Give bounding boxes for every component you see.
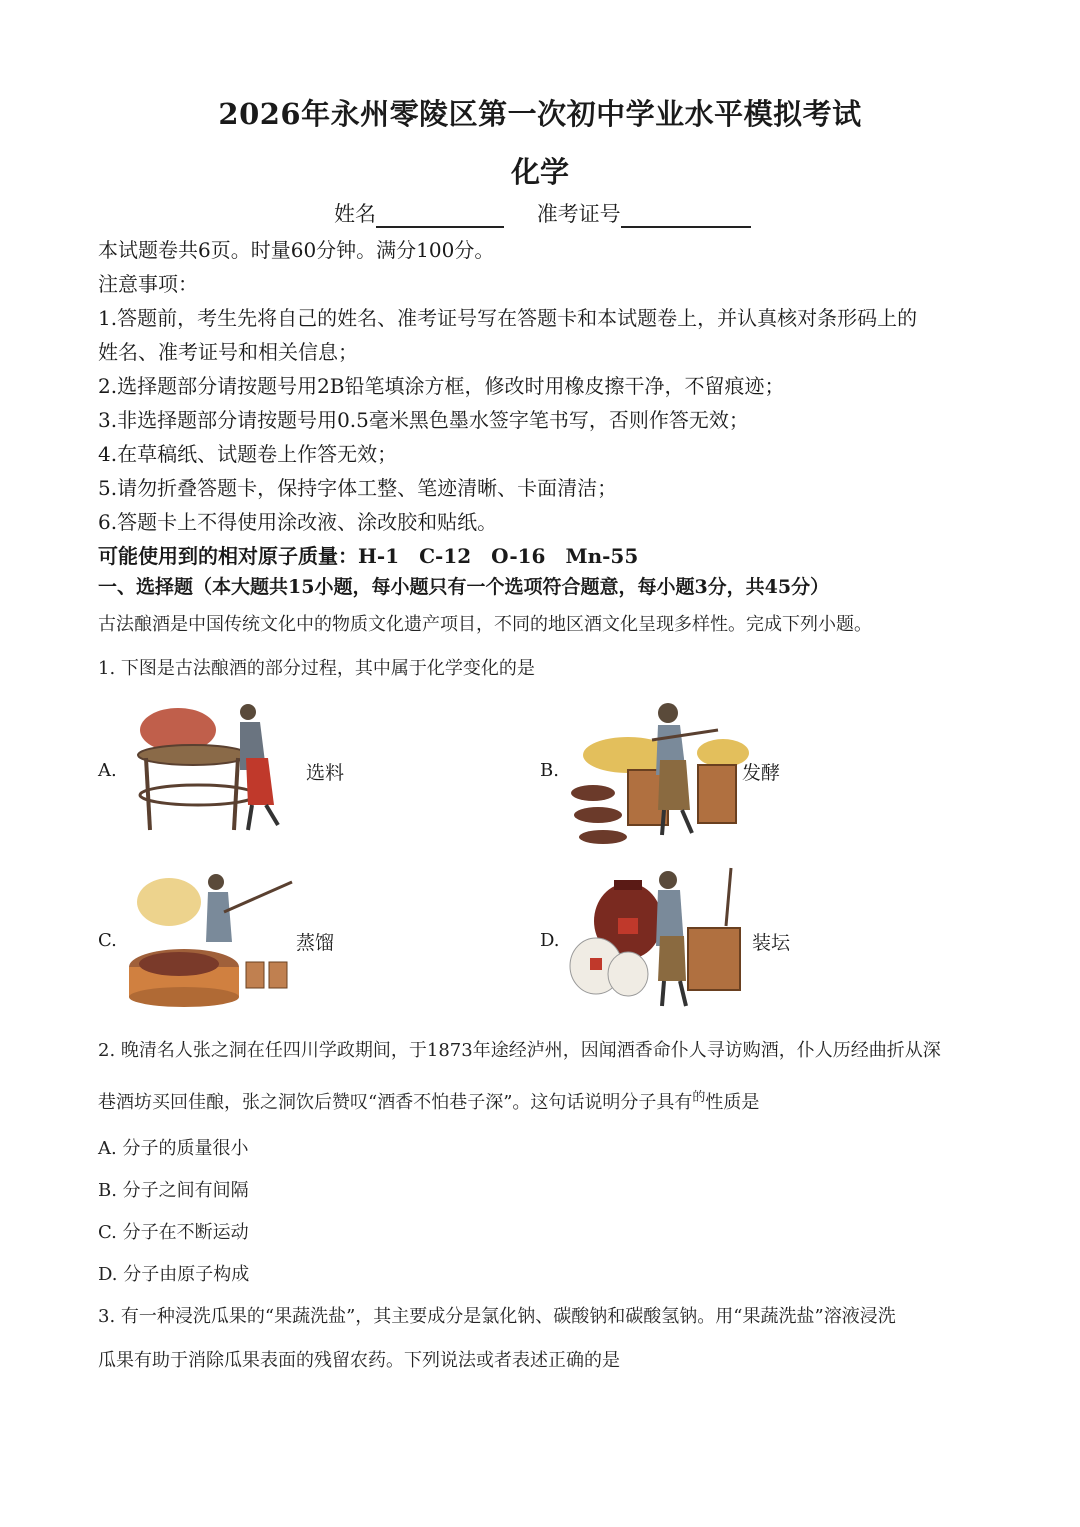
note-5: 5.请勿折叠答题卡，保持字体工整、笔迹清晰、卡面清洁； [98,476,618,500]
name-label: 姓名 [334,202,376,226]
question-2-choice-b: B. 分子之间有间隔 [98,1180,249,1201]
option-b-caption: 发酵 [742,762,781,784]
name-blank [376,204,504,228]
section-heading: 一、选择题（本大题共15小题，每小题只有一个选项符合题意，每小题3分，共45分） [98,576,830,598]
subject-title: 化学 [510,155,569,189]
illustration-bottling [566,866,751,1011]
question-2-stem-part-b: 性质是 [705,1092,760,1113]
question-2-stem-line2 [98,1086,759,1114]
option-d-letter: D. [540,930,560,951]
question-2-stem-sup: 的 [692,1090,706,1105]
note-2: 2.选择题部分请按题号用2B铅笔填涂方框，修改时用橡皮擦干净，不留痕迹； [98,374,785,398]
option-b-letter: B. [540,760,559,781]
question-1-stem: 1. 下图是古法酿酒的部分过程，其中属于化学变化的是 [98,658,535,679]
illustration-distilling [124,872,299,1012]
note-4: 4.在草稿纸、试题卷上作答无效； [98,442,398,466]
context-text: 古法酿酒是中国传统文化中的物质文化遗产项目，不同的地区酒文化呈现多样性。完成下列小题。 [98,614,872,635]
note-1a: 1.答题前，考生先将自己的姓名、准考证号写在答题卡和本试题卷上，并认真核对条形码上的 [98,306,918,330]
candidate-info-line [334,198,751,228]
exam-title: 2026年永州零陵区第一次初中学业水平模拟考试 [218,97,862,131]
question-2-choice-c: C. 分子在不断运动 [98,1222,249,1243]
id-label: 准考证号 [536,202,621,226]
option-a-caption: 选料 [306,762,345,784]
option-c-caption: 蒸馏 [296,932,335,954]
question-3-stem-line1: 3. 有一种浸洗瓜果的“果蔬洗盐”，其主要成分是氯化钠、碳酸钠和碳酸氢钠。用“果蔬洗盐”溶液浸洗 [98,1306,896,1327]
notes-title: 注意事项： [98,272,198,296]
note-6: 6.答题卡上不得使用涂改液、涂改胶和贴纸。 [98,510,498,534]
question-2-stem-line1: 2. 晚清名人张之洞在任四川学政期间，于1873年途经泸州，因闻酒香命仆人寻访购酒，仆人历经曲折从深 [98,1040,941,1061]
question-2-choice-d: D. 分子由原子构成 [98,1264,250,1285]
note-3: 3.非选择题部分请按题号用0.5毫米黑色墨水签字笔书写，否则作答无效； [98,408,749,432]
id-blank [621,204,751,228]
atomic-mass-line: 可能使用到的相对原子质量：H-1 C-12 O-16 Mn-55 [98,544,639,568]
question-3-stem-line2: 瓜果有助于消除瓜果表面的残留农药。下列说法或者表述正确的是 [98,1350,620,1371]
question-2-choice-a: A. 分子的质量很小 [98,1138,249,1159]
note-1b: 姓名、准考证号和相关信息； [98,340,358,364]
question-2-stem-part-a: 巷酒坊买回佳酿，张之洞饮后赞叹“酒香不怕巷子深”。这句话说明分子具有 [98,1092,693,1113]
option-a-letter: A. [98,760,117,781]
option-d-caption: 装坛 [752,932,791,954]
option-c-letter: C. [98,930,117,951]
exam-info: 本试题卷共6页。时量60分钟。满分100分。 [98,238,495,262]
illustration-selecting-grain [128,700,303,840]
illustration-fermenting [568,695,768,845]
